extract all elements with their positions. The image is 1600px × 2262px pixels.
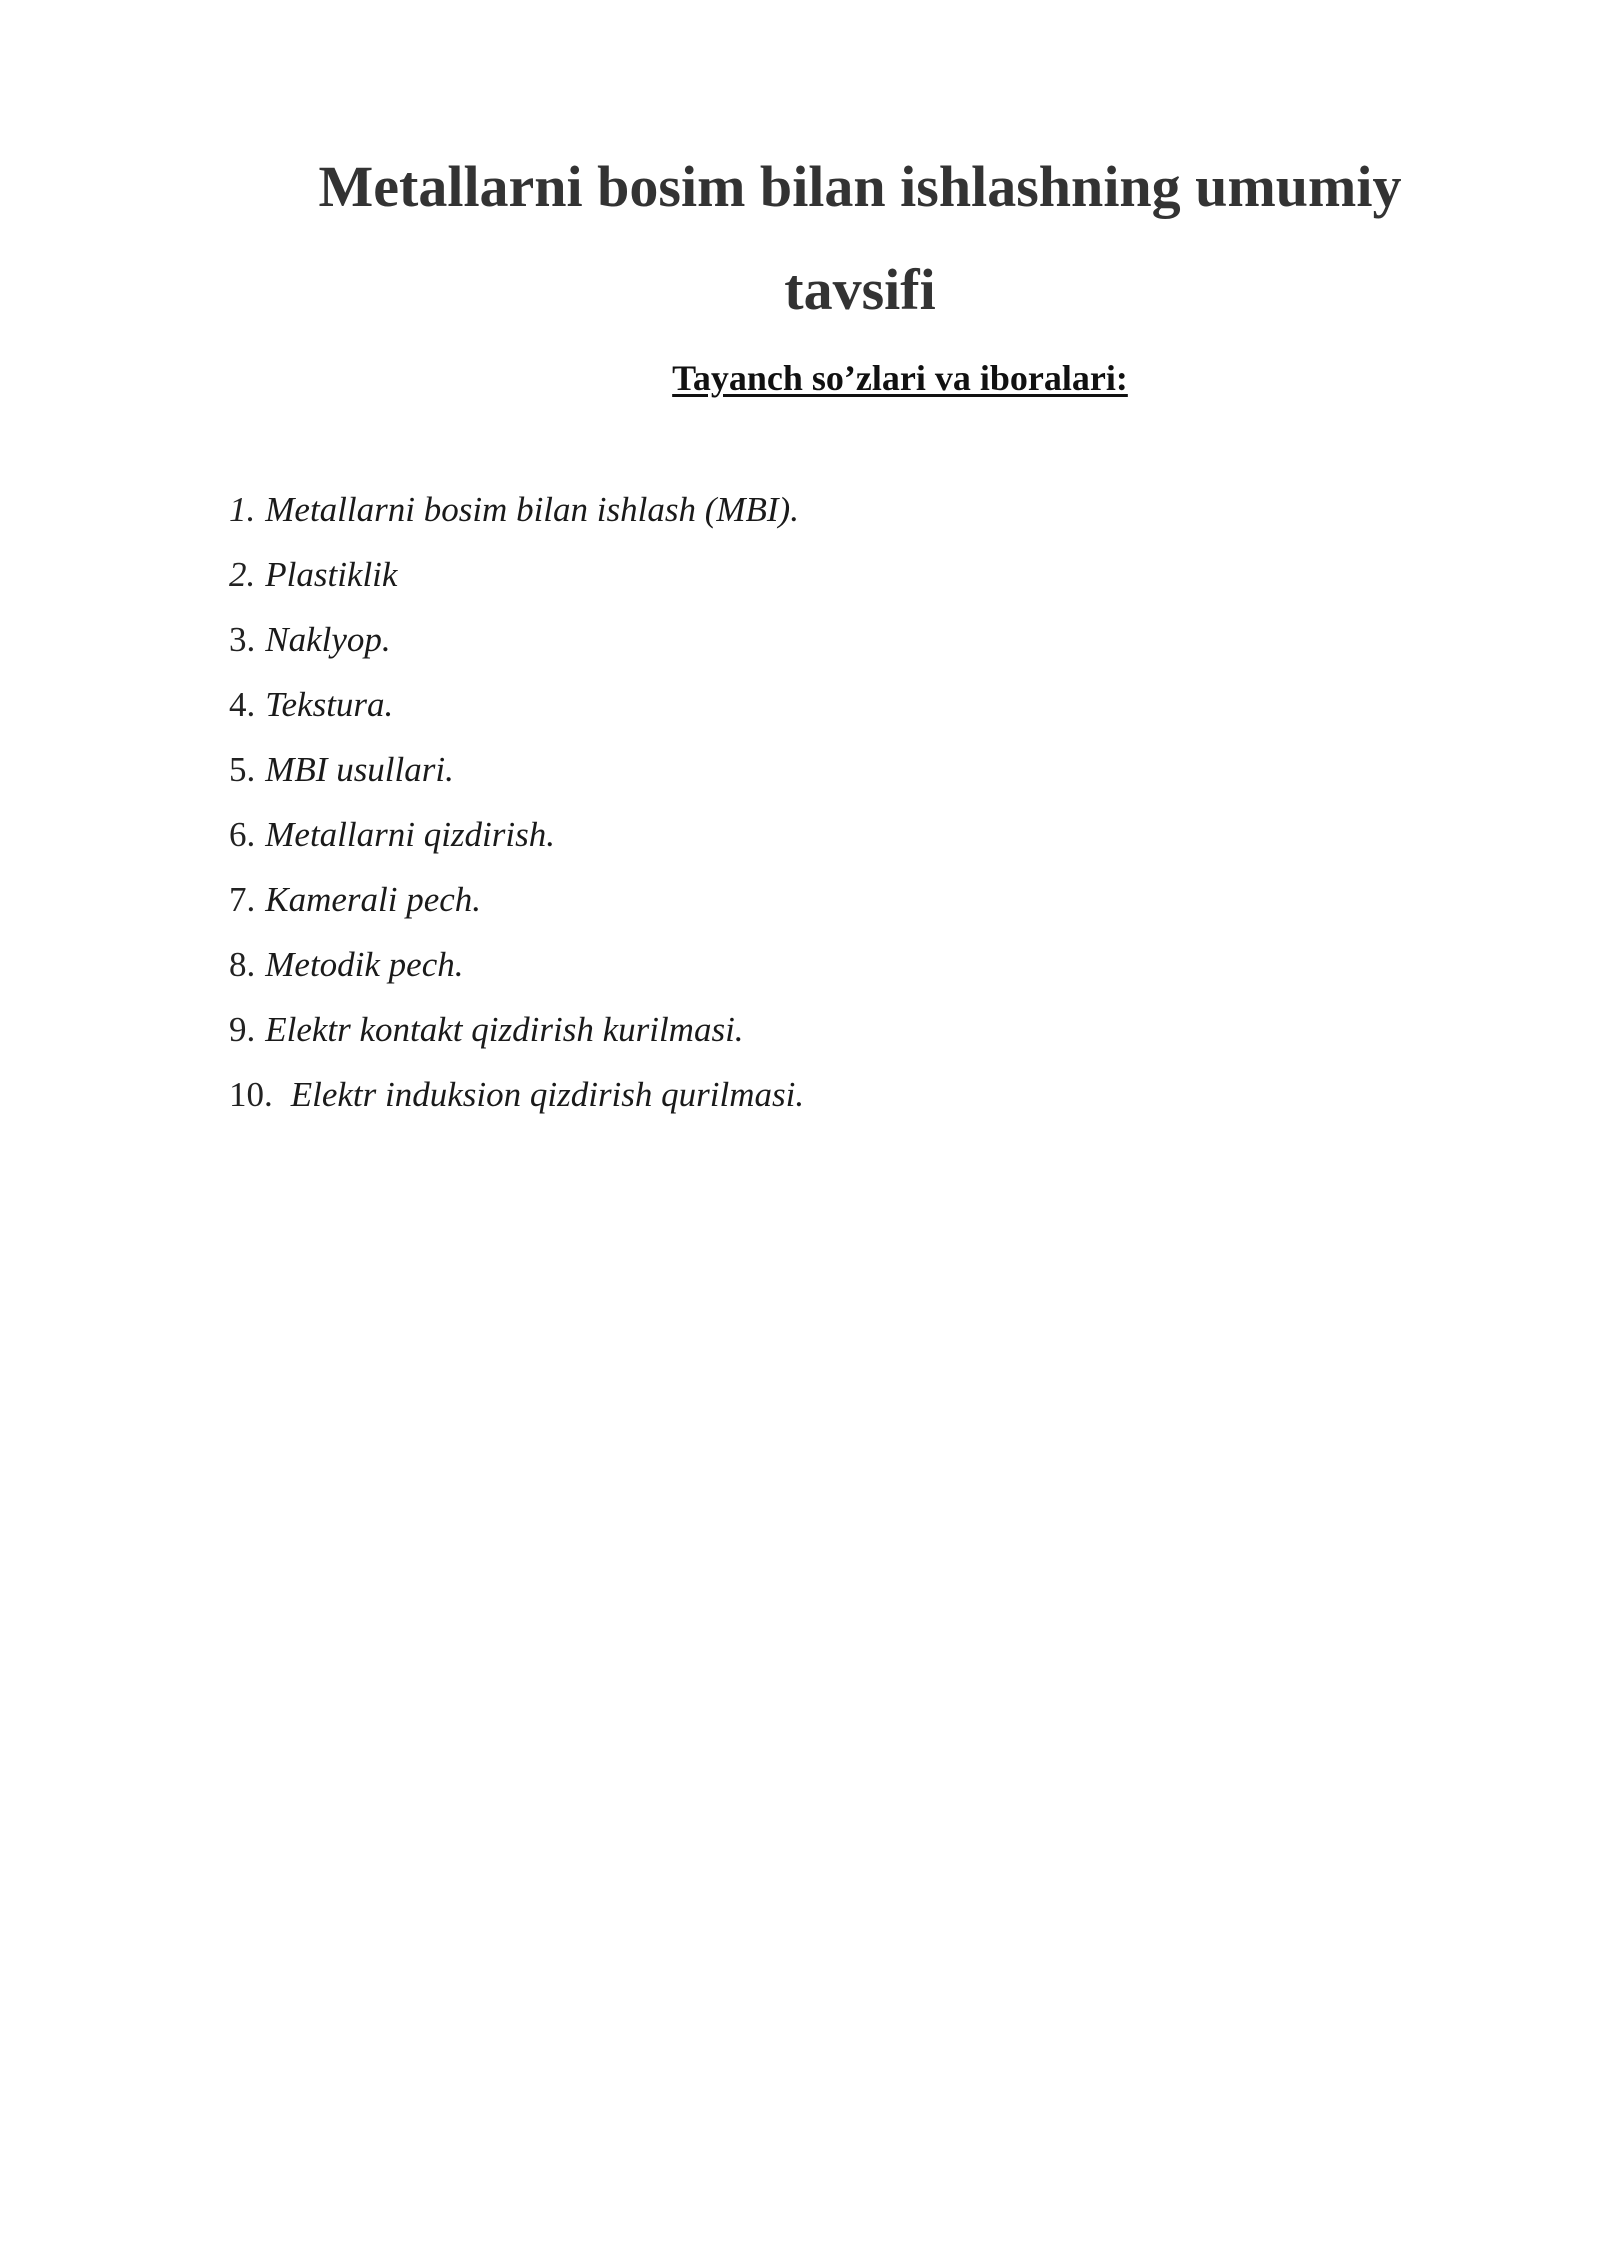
keyword-text: Metallarni qizdirish. bbox=[265, 815, 555, 854]
keyword-number: 8. bbox=[229, 945, 256, 984]
keyword-number: 3. bbox=[229, 620, 256, 659]
keyword-number: 10. bbox=[229, 1075, 273, 1114]
keyword-list bbox=[229, 487, 1329, 1137]
keyword-text: Kamerali pech. bbox=[265, 880, 482, 919]
keyword-item-10 bbox=[229, 1072, 1329, 1137]
keyword-text: Elektr kontakt qizdirish kurilmasi. bbox=[265, 1010, 744, 1049]
keyword-number: 4. bbox=[229, 685, 256, 724]
page-title-line-2: tavsifi bbox=[784, 257, 936, 322]
keyword-item-1 bbox=[229, 487, 1329, 552]
keyword-item-8 bbox=[229, 942, 1329, 1007]
keyword-number: 7. bbox=[229, 880, 256, 919]
keyword-number: 1. bbox=[229, 490, 256, 529]
keyword-item-2 bbox=[229, 552, 1329, 617]
keyword-item-4 bbox=[229, 682, 1329, 747]
keyword-item-7 bbox=[229, 877, 1329, 942]
keyword-text: Metallarni bosim bilan ishlash (MBI). bbox=[265, 490, 799, 529]
keyword-item-6 bbox=[229, 812, 1329, 877]
keyword-text: MBI usullari. bbox=[265, 750, 454, 789]
page-title-line-1: Metallarni bosim bilan ishlashning umumiy bbox=[318, 154, 1402, 219]
keyword-text: Elektr induksion qizdirish qurilmasi. bbox=[290, 1075, 805, 1114]
keyword-item-9 bbox=[229, 1007, 1329, 1072]
keyword-number: 6. bbox=[229, 815, 256, 854]
keyword-text: Naklyop. bbox=[265, 620, 391, 659]
keyword-text: Plastiklik bbox=[265, 555, 398, 594]
keywords-heading: Tayanch so’zlari va iboralari: bbox=[672, 358, 1128, 398]
keyword-text: Tekstura. bbox=[265, 685, 394, 724]
keyword-item-5 bbox=[229, 747, 1329, 812]
keyword-item-3 bbox=[229, 617, 1329, 682]
keyword-number: 5. bbox=[229, 750, 256, 789]
keyword-text: Metodik pech. bbox=[265, 945, 464, 984]
keyword-number: 2. bbox=[229, 555, 256, 594]
keyword-number: 9. bbox=[229, 1010, 256, 1049]
